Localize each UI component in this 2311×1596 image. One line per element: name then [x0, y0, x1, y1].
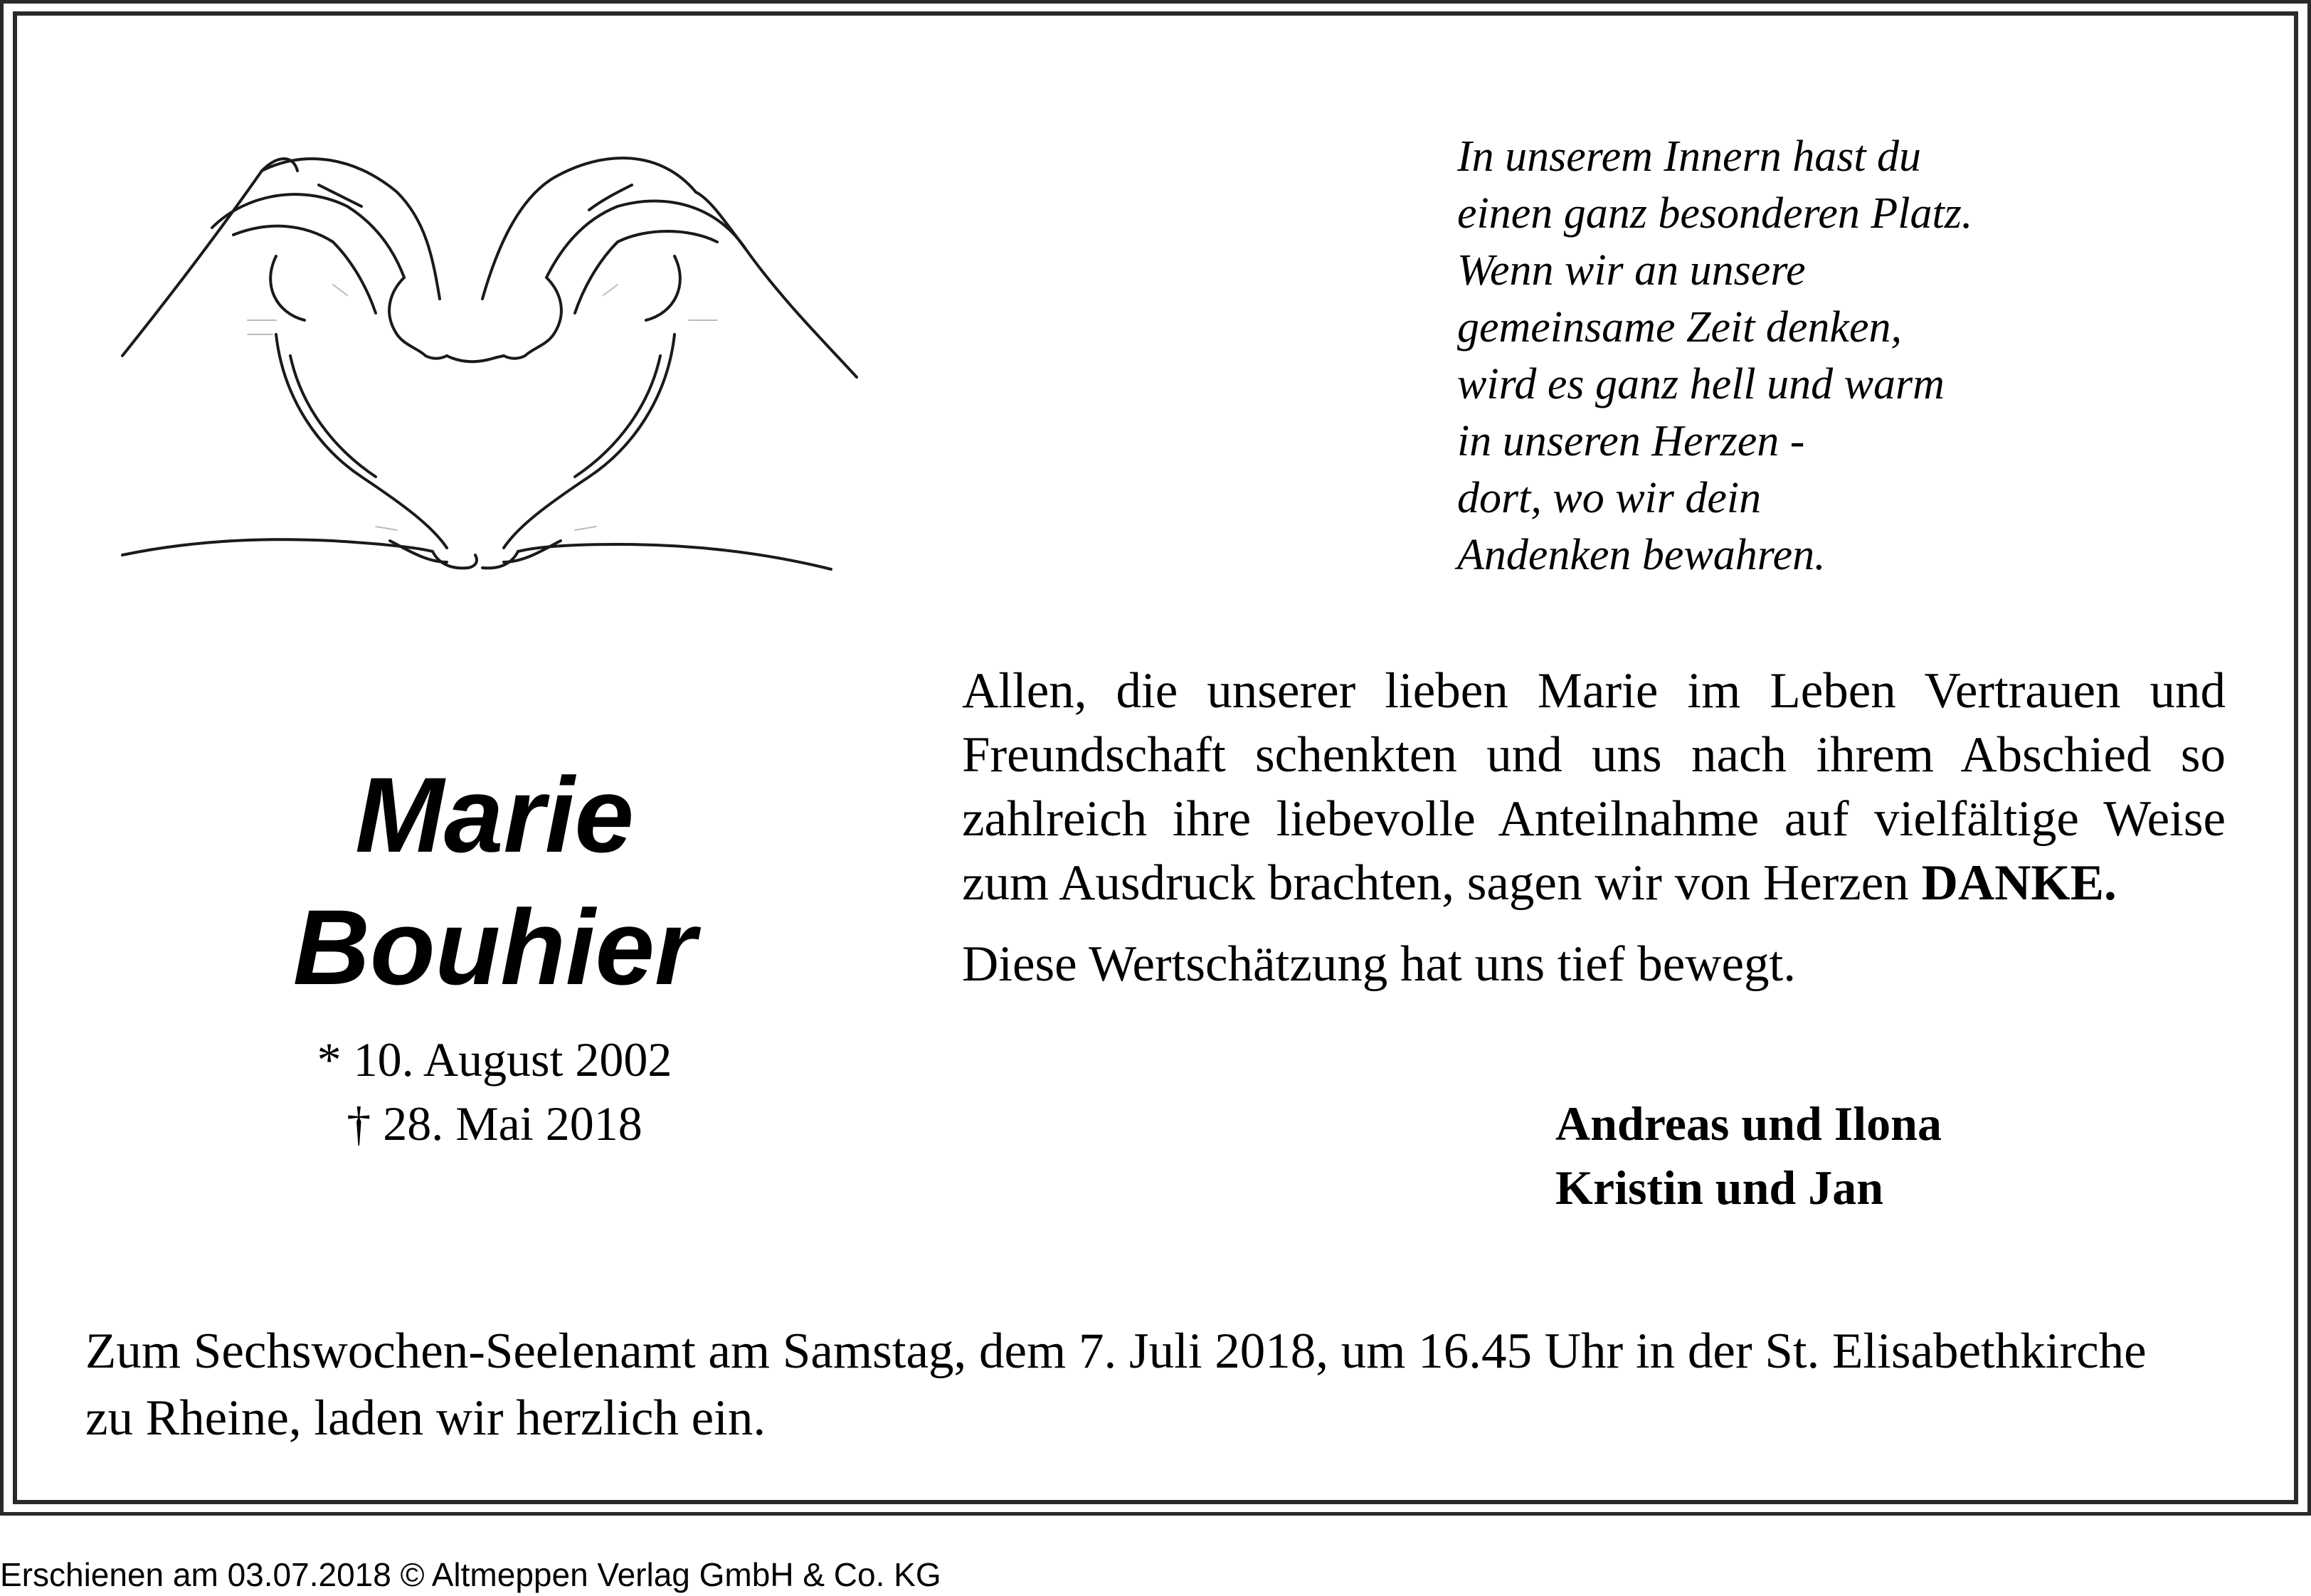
poem-line: Andenken bewahren. [1457, 531, 1826, 579]
poem-line: In unserem Innern hast du [1457, 132, 1922, 181]
thanks-line: Freundschaft schenkten und uns nach ihrem Abschied so [962, 727, 2226, 783]
invitation [85, 1318, 2147, 1452]
signers [1555, 1092, 1942, 1220]
poem-line: Wenn wir an unsere [1457, 246, 1806, 295]
poem [1457, 128, 1972, 583]
invitation-line: Zum Sechswochen-Seelenamt am Samstag, dem 7. Juli 2018, um 16.45 Uhr in der St. Elisabethkirche [85, 1323, 2147, 1379]
poem-line: in unseren Herzen - [1457, 417, 1805, 465]
thanks-line [962, 851, 2226, 915]
thanks-closing: Diese Wertschätzung hat uns tief bewegt. [962, 936, 1796, 992]
invitation-line: zu Rheine, laden wir herzlich ein. [85, 1390, 766, 1446]
publication-footer: Erschienen am 03.07.2018 © Altmeppen Verlag GmbH & Co. KG [0, 1556, 941, 1593]
thanks-line-text: zum Ausdruck brachten, sagen wir von Herzen [962, 855, 1922, 911]
signer-line: Kristin und Jan [1555, 1161, 1884, 1215]
thanks-line: Allen, die unserer lieben Marie im Leben Vertrauen und [962, 663, 2226, 719]
poem-line: dort, wo wir dein [1457, 474, 1762, 522]
birth-date: * 10. August 2002 [317, 1032, 672, 1087]
deceased-last-name: Bouhier [292, 887, 697, 1007]
death-date: † 28. Mai 2018 [347, 1096, 642, 1151]
danke-word: DANKE. [1921, 855, 2117, 911]
poem-line: wird es ganz hell und warm [1457, 360, 1945, 408]
poem-line: einen ganz besonderen Platz. [1457, 189, 1973, 238]
thanks-line: zahlreich ihre liebevolle Anteilnahme auf vielfältige Weise [962, 791, 2226, 847]
life-dates [228, 1027, 761, 1156]
thanks-paragraph [962, 659, 2226, 915]
deceased-first-name: Marie [355, 755, 634, 874]
signer-line: Andreas und Ilona [1555, 1096, 1942, 1151]
heart-hands-icon [120, 142, 860, 583]
poem-line: gemeinsame Zeit denken, [1457, 303, 1902, 352]
